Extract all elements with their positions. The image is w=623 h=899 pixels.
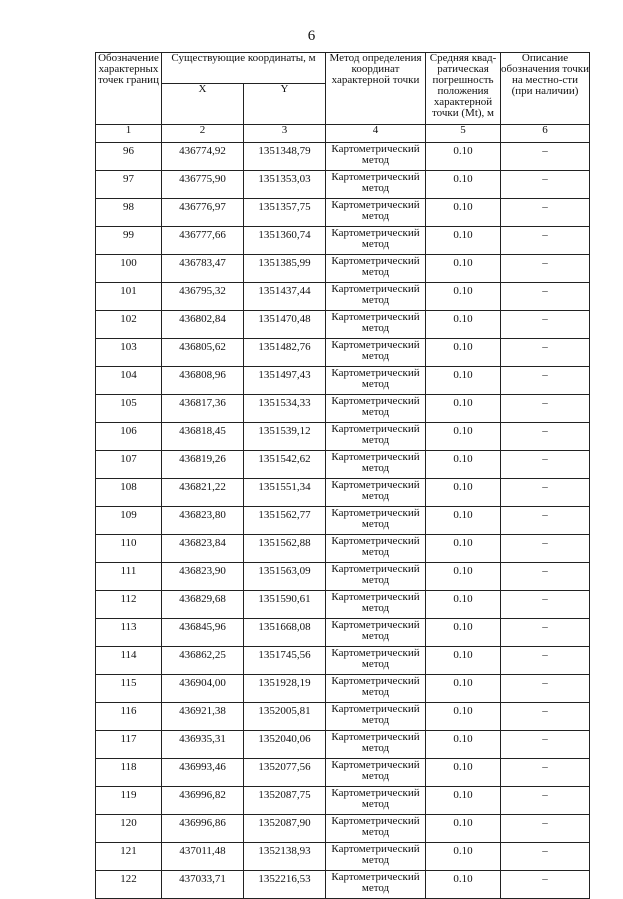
- accuracy-cell: 0.10: [426, 479, 501, 507]
- y-coordinate-cell: 1351348,79: [244, 143, 326, 171]
- description-cell: –: [501, 311, 590, 339]
- method-cell: Картометрический метод: [326, 227, 426, 255]
- table-row: [96, 535, 590, 563]
- point-cell: 112: [96, 591, 162, 619]
- x-coordinate-cell: 436776,97: [162, 199, 244, 227]
- method-cell: Картометрический метод: [326, 787, 426, 815]
- method-cell: Картометрический метод: [326, 843, 426, 871]
- column-number: 3: [244, 125, 326, 143]
- point-cell: 102: [96, 311, 162, 339]
- method-cell: Картометрический метод: [326, 563, 426, 591]
- description-cell: –: [501, 703, 590, 731]
- table-row: [96, 871, 590, 899]
- point-cell: 99: [96, 227, 162, 255]
- method-cell: Картометрический метод: [326, 283, 426, 311]
- table-row: [96, 367, 590, 395]
- y-coordinate-cell: 1351563,09: [244, 563, 326, 591]
- accuracy-cell: 0.10: [426, 171, 501, 199]
- accuracy-cell: 0.10: [426, 591, 501, 619]
- x-coordinate-cell: 436821,22: [162, 479, 244, 507]
- y-coordinate-cell: 1351437,44: [244, 283, 326, 311]
- accuracy-cell: 0.10: [426, 283, 501, 311]
- y-coordinate-cell: 1352005,81: [244, 703, 326, 731]
- y-coordinate-cell: 1352087,90: [244, 815, 326, 843]
- y-coordinate-cell: 1351470,48: [244, 311, 326, 339]
- table-row: [96, 787, 590, 815]
- accuracy-cell: 0.10: [426, 619, 501, 647]
- description-cell: –: [501, 507, 590, 535]
- method-cell: Картометрический метод: [326, 255, 426, 283]
- point-cell: 98: [96, 199, 162, 227]
- table-row: [96, 171, 590, 199]
- accuracy-cell: 0.10: [426, 647, 501, 675]
- accuracy-cell: 0.10: [426, 787, 501, 815]
- accuracy-cell: 0.10: [426, 423, 501, 451]
- y-coordinate-cell: 1352087,75: [244, 787, 326, 815]
- table-row: [96, 647, 590, 675]
- accuracy-cell: 0.10: [426, 731, 501, 759]
- accuracy-cell: 0.10: [426, 759, 501, 787]
- accuracy-cell: 0.10: [426, 199, 501, 227]
- accuracy-cell: 0.10: [426, 507, 501, 535]
- table-row: [96, 731, 590, 759]
- column-numbers-row: [96, 125, 590, 143]
- column-number: 1: [96, 125, 162, 143]
- boundary-points-table: [95, 52, 590, 899]
- method-cell: Картометрический метод: [326, 619, 426, 647]
- x-coordinate-cell: 436829,68: [162, 591, 244, 619]
- table-row: [96, 675, 590, 703]
- accuracy-cell: 0.10: [426, 535, 501, 563]
- y-coordinate-cell: 1351534,33: [244, 395, 326, 423]
- description-cell: –: [501, 143, 590, 171]
- method-cell: Картометрический метод: [326, 731, 426, 759]
- column-number: 4: [326, 125, 426, 143]
- table-body: [96, 143, 590, 899]
- x-coordinate-cell: 436862,25: [162, 647, 244, 675]
- description-cell: –: [501, 619, 590, 647]
- table-row: [96, 143, 590, 171]
- point-cell: 116: [96, 703, 162, 731]
- x-coordinate-cell: 436823,80: [162, 507, 244, 535]
- table-row: [96, 283, 590, 311]
- table-row: [96, 227, 590, 255]
- x-coordinate-cell: 437011,48: [162, 843, 244, 871]
- method-cell: Картометрический метод: [326, 451, 426, 479]
- method-cell: Картометрический метод: [326, 759, 426, 787]
- point-cell: 111: [96, 563, 162, 591]
- description-cell: –: [501, 675, 590, 703]
- x-coordinate-cell: 436845,96: [162, 619, 244, 647]
- column-number: 2: [162, 125, 244, 143]
- x-coordinate-cell: 436775,90: [162, 171, 244, 199]
- x-coordinate-cell: 436823,90: [162, 563, 244, 591]
- description-cell: –: [501, 535, 590, 563]
- method-cell: Картометрический метод: [326, 367, 426, 395]
- point-cell: 114: [96, 647, 162, 675]
- table-row: [96, 311, 590, 339]
- y-coordinate-cell: 1352216,53: [244, 871, 326, 899]
- column-number: 5: [426, 125, 501, 143]
- point-cell: 96: [96, 143, 162, 171]
- y-coordinate-cell: 1351497,43: [244, 367, 326, 395]
- method-cell: Картометрический метод: [326, 199, 426, 227]
- accuracy-cell: 0.10: [426, 367, 501, 395]
- y-coordinate-cell: 1351353,03: [244, 171, 326, 199]
- y-coordinate-cell: 1351539,12: [244, 423, 326, 451]
- description-cell: –: [501, 451, 590, 479]
- header-point-designation: Обозначение характерных точек границ: [96, 53, 162, 125]
- page-number: 6: [307, 28, 316, 44]
- table-row: [96, 423, 590, 451]
- description-cell: –: [501, 479, 590, 507]
- column-number: 6: [501, 125, 590, 143]
- method-cell: Картометрический метод: [326, 423, 426, 451]
- y-coordinate-cell: 1351562,88: [244, 535, 326, 563]
- point-cell: 109: [96, 507, 162, 535]
- x-coordinate-cell: 436805,62: [162, 339, 244, 367]
- x-coordinate-cell: 436921,38: [162, 703, 244, 731]
- point-cell: 103: [96, 339, 162, 367]
- accuracy-cell: 0.10: [426, 815, 501, 843]
- point-cell: 117: [96, 731, 162, 759]
- table-row: [96, 591, 590, 619]
- description-cell: –: [501, 255, 590, 283]
- header-row: [96, 53, 590, 84]
- accuracy-cell: 0.10: [426, 227, 501, 255]
- description-cell: –: [501, 871, 590, 899]
- table-row: [96, 255, 590, 283]
- description-cell: –: [501, 647, 590, 675]
- header-method: Метод определения координат характерной точки: [326, 53, 426, 125]
- x-coordinate-cell: 436817,36: [162, 395, 244, 423]
- description-cell: –: [501, 759, 590, 787]
- description-cell: –: [501, 171, 590, 199]
- description-cell: –: [501, 843, 590, 871]
- description-cell: –: [501, 283, 590, 311]
- method-cell: Картометрический метод: [326, 507, 426, 535]
- table-row: [96, 507, 590, 535]
- x-coordinate-cell: 436777,66: [162, 227, 244, 255]
- y-coordinate-cell: 1351590,61: [244, 591, 326, 619]
- x-coordinate-cell: 436935,31: [162, 731, 244, 759]
- table-row: [96, 479, 590, 507]
- table-row: [96, 759, 590, 787]
- y-coordinate-cell: 1351745,56: [244, 647, 326, 675]
- point-cell: 110: [96, 535, 162, 563]
- accuracy-cell: 0.10: [426, 843, 501, 871]
- accuracy-cell: 0.10: [426, 451, 501, 479]
- accuracy-cell: 0.10: [426, 395, 501, 423]
- y-coordinate-cell: 1351357,75: [244, 199, 326, 227]
- table-row: [96, 199, 590, 227]
- y-coordinate-cell: 1351482,76: [244, 339, 326, 367]
- y-coordinate-cell: 1351562,77: [244, 507, 326, 535]
- point-cell: 119: [96, 787, 162, 815]
- description-cell: –: [501, 395, 590, 423]
- method-cell: Картометрический метод: [326, 871, 426, 899]
- x-coordinate-cell: 436783,47: [162, 255, 244, 283]
- description-cell: –: [501, 787, 590, 815]
- x-coordinate-cell: 436823,84: [162, 535, 244, 563]
- header-accuracy: Средняя квад-ратическая погрешность положения характерной точки (Mt), м: [426, 53, 501, 125]
- description-cell: –: [501, 563, 590, 591]
- description-cell: –: [501, 227, 590, 255]
- y-coordinate-cell: 1352077,56: [244, 759, 326, 787]
- x-coordinate-cell: 436904,00: [162, 675, 244, 703]
- point-cell: 121: [96, 843, 162, 871]
- method-cell: Картометрический метод: [326, 311, 426, 339]
- table-row: [96, 843, 590, 871]
- point-cell: 120: [96, 815, 162, 843]
- description-cell: –: [501, 339, 590, 367]
- method-cell: Картометрический метод: [326, 675, 426, 703]
- point-cell: 100: [96, 255, 162, 283]
- header-description: Описание обозначения точки на местно-сти (при наличии): [501, 53, 590, 125]
- y-coordinate-cell: 1351668,08: [244, 619, 326, 647]
- description-cell: –: [501, 731, 590, 759]
- description-cell: –: [501, 815, 590, 843]
- header-coordinates-group: Существующие координаты, м: [162, 53, 326, 84]
- method-cell: Картометрический метод: [326, 591, 426, 619]
- method-cell: Картометрический метод: [326, 171, 426, 199]
- point-cell: 97: [96, 171, 162, 199]
- point-cell: 115: [96, 675, 162, 703]
- header-x: X: [162, 84, 244, 125]
- y-coordinate-cell: 1351385,99: [244, 255, 326, 283]
- accuracy-cell: 0.10: [426, 255, 501, 283]
- method-cell: Картометрический метод: [326, 339, 426, 367]
- x-coordinate-cell: 436996,86: [162, 815, 244, 843]
- accuracy-cell: 0.10: [426, 675, 501, 703]
- x-coordinate-cell: 436808,96: [162, 367, 244, 395]
- method-cell: Картометрический метод: [326, 815, 426, 843]
- accuracy-cell: 0.10: [426, 339, 501, 367]
- method-cell: Картометрический метод: [326, 647, 426, 675]
- method-cell: Картометрический метод: [326, 395, 426, 423]
- table-row: [96, 563, 590, 591]
- table-row: [96, 703, 590, 731]
- method-cell: Картометрический метод: [326, 143, 426, 171]
- point-cell: 108: [96, 479, 162, 507]
- accuracy-cell: 0.10: [426, 143, 501, 171]
- x-coordinate-cell: 436819,26: [162, 451, 244, 479]
- accuracy-cell: 0.10: [426, 871, 501, 899]
- method-cell: Картометрический метод: [326, 703, 426, 731]
- point-cell: 113: [96, 619, 162, 647]
- y-coordinate-cell: 1352040,06: [244, 731, 326, 759]
- table-row: [96, 815, 590, 843]
- x-coordinate-cell: 437033,71: [162, 871, 244, 899]
- method-cell: Картометрический метод: [326, 479, 426, 507]
- y-coordinate-cell: 1351360,74: [244, 227, 326, 255]
- x-coordinate-cell: 436818,45: [162, 423, 244, 451]
- accuracy-cell: 0.10: [426, 563, 501, 591]
- point-cell: 107: [96, 451, 162, 479]
- y-coordinate-cell: 1352138,93: [244, 843, 326, 871]
- header-y: Y: [244, 84, 326, 125]
- description-cell: –: [501, 591, 590, 619]
- table-row: [96, 619, 590, 647]
- accuracy-cell: 0.10: [426, 311, 501, 339]
- y-coordinate-cell: 1351928,19: [244, 675, 326, 703]
- description-cell: –: [501, 199, 590, 227]
- point-cell: 101: [96, 283, 162, 311]
- accuracy-cell: 0.10: [426, 703, 501, 731]
- point-cell: 105: [96, 395, 162, 423]
- x-coordinate-cell: 436996,82: [162, 787, 244, 815]
- x-coordinate-cell: 436774,92: [162, 143, 244, 171]
- table-row: [96, 339, 590, 367]
- description-cell: –: [501, 367, 590, 395]
- x-coordinate-cell: 436802,84: [162, 311, 244, 339]
- y-coordinate-cell: 1351551,34: [244, 479, 326, 507]
- x-coordinate-cell: 436993,46: [162, 759, 244, 787]
- point-cell: 122: [96, 871, 162, 899]
- point-cell: 104: [96, 367, 162, 395]
- point-cell: 118: [96, 759, 162, 787]
- y-coordinate-cell: 1351542,62: [244, 451, 326, 479]
- description-cell: –: [501, 423, 590, 451]
- point-cell: 106: [96, 423, 162, 451]
- table-row: [96, 395, 590, 423]
- x-coordinate-cell: 436795,32: [162, 283, 244, 311]
- method-cell: Картометрический метод: [326, 535, 426, 563]
- table-row: [96, 451, 590, 479]
